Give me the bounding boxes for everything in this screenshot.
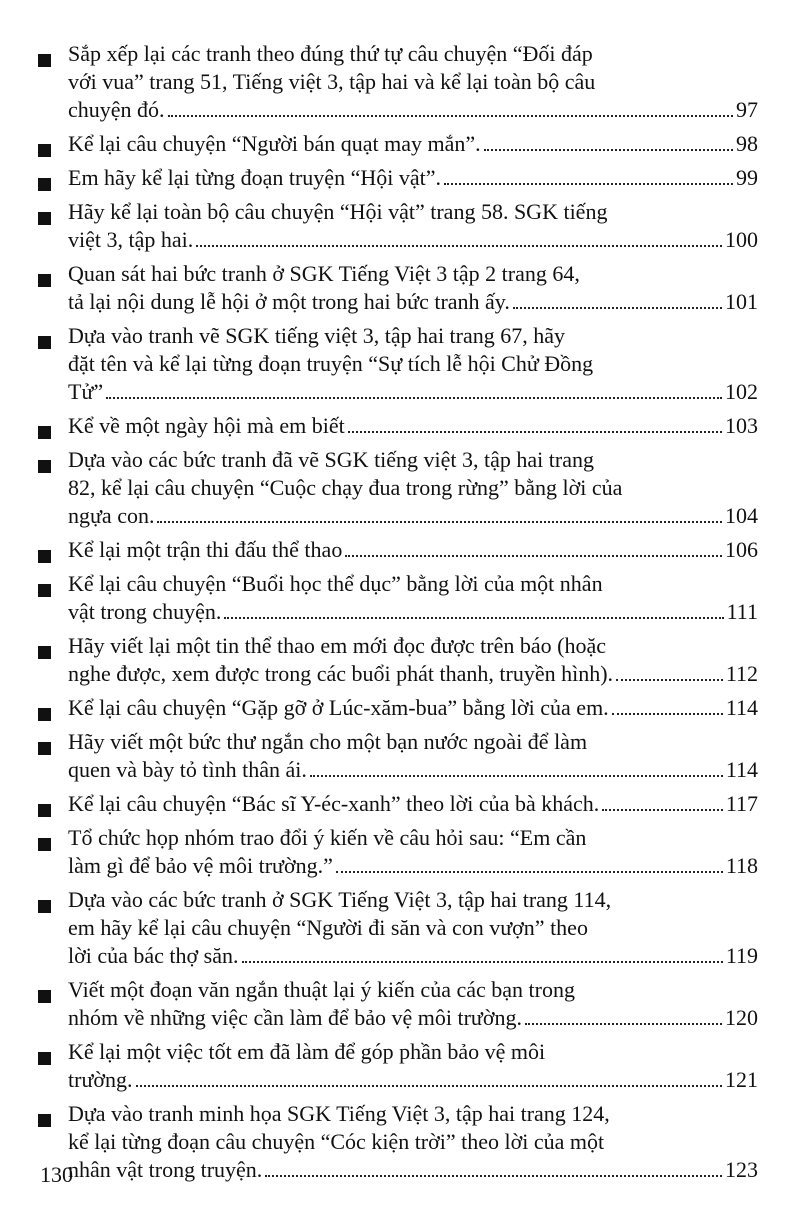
dot-leader: [484, 149, 733, 151]
toc-page-ref: 98: [736, 131, 758, 156]
dot-leader: [265, 1175, 722, 1177]
dot-leader: [525, 1023, 722, 1025]
square-bullet-icon: [38, 274, 51, 287]
toc-entry-line: Kể lại một trận thi đấu thể thao: [68, 537, 343, 562]
toc-entry-line: đặt tên và kể lại từng đoạn truyện “Sự tích lễ hội Chử Đồng: [68, 351, 594, 376]
toc-entry: [34, 130, 758, 158]
dot-leader: [168, 115, 733, 117]
dot-leader: [336, 871, 723, 873]
table-of-contents: [34, 40, 758, 1190]
toc-entry: [34, 790, 758, 818]
toc-entry: [34, 728, 758, 784]
toc-page-ref: 118: [725, 853, 758, 878]
toc-page-ref: 101: [725, 289, 758, 314]
toc-entry: [34, 40, 758, 124]
toc-entry-last-line: [68, 790, 758, 818]
dot-leader: [348, 431, 722, 433]
square-bullet-icon: [38, 212, 51, 225]
toc-entry-line: kể lại từng đoạn câu chuyện “Cóc kiện trời” theo lời của một: [68, 1129, 605, 1154]
toc-entry: [34, 694, 758, 722]
toc-entry-line: tả lại nội dung lễ hội ở một trong hai bức tranh ấy.: [68, 289, 510, 314]
toc-entry-last-line: [68, 1156, 758, 1184]
toc-entry: [34, 632, 758, 688]
toc-entry-line: Kể lại câu chuyện “Người bán quạt may mắn”.: [68, 131, 481, 156]
dot-leader: [612, 713, 723, 715]
toc-entry-line: Kể lại câu chuyện “Buổi học thể dục” bằng lời của một nhân: [68, 571, 603, 596]
toc-entry: [34, 446, 758, 530]
toc-entry-last-line: [68, 942, 758, 970]
toc-page-ref: 119: [725, 943, 758, 968]
square-bullet-icon: [38, 336, 51, 349]
toc-entry-line: Hãy viết một bức thư ngắn cho một bạn nước ngoài để làm: [68, 729, 588, 754]
toc-page-ref: 102: [725, 379, 758, 404]
toc-entry-line: Kể lại một việc tốt em đã làm để góp phần bảo vệ môi: [68, 1039, 546, 1064]
toc-entry-line: Viết một đoạn văn ngắn thuật lại ý kiến của các bạn trong: [68, 977, 575, 1002]
toc-entry-line: Kể về một ngày hội mà em biết: [68, 413, 345, 438]
toc-entry-line: nhân vật trong truyện.: [68, 1157, 263, 1182]
toc-entry: [34, 1038, 758, 1094]
toc-entry-line: Kể lại câu chuyện “Bác sĩ Y-éc-xanh” theo lời của bà khách.: [68, 791, 600, 816]
toc-entry-last-line: [68, 694, 758, 722]
toc-entry: [34, 260, 758, 316]
square-bullet-icon: [38, 646, 51, 659]
dot-leader: [136, 1085, 723, 1087]
toc-page-ref: 103: [725, 413, 758, 438]
toc-entry: [34, 824, 758, 880]
toc-entry: [34, 976, 758, 1032]
dot-leader: [345, 555, 722, 557]
toc-entry-line: Hãy kể lại toàn bộ câu chuyện “Hội vật” trang 58. SGK tiếng: [68, 199, 608, 224]
toc-page-ref: 117: [725, 791, 758, 816]
toc-entry-last-line: [68, 756, 758, 784]
dot-leader: [106, 397, 722, 399]
toc-entry-last-line: [68, 502, 758, 530]
toc-entry-last-line: [68, 1004, 758, 1032]
toc-entry-last-line: [68, 130, 758, 158]
toc-page-ref: 114: [725, 695, 758, 720]
toc-entry-line: làm gì để bảo vệ môi trường.”: [68, 853, 333, 878]
toc-entry-last-line: [68, 1066, 758, 1094]
toc-page-ref: 100: [725, 227, 758, 252]
toc-entry-line: với vua” trang 51, Tiếng việt 3, tập hai và kể lại toàn bộ câu: [68, 69, 596, 94]
toc-page-ref: 121: [725, 1067, 758, 1092]
toc-entry-line: nhóm về những việc cần làm để bảo vệ môi trường.: [68, 1005, 522, 1030]
square-bullet-icon: [38, 838, 51, 851]
square-bullet-icon: [38, 426, 51, 439]
dot-leader: [602, 809, 723, 811]
square-bullet-icon: [38, 144, 51, 157]
toc-entry-line: Tổ chức họp nhóm trao đổi ý kiến về câu hỏi sau: “Em cần: [68, 825, 587, 850]
toc-page-ref: 99: [736, 165, 758, 190]
square-bullet-icon: [38, 742, 51, 755]
toc-page-ref: 106: [725, 537, 758, 562]
toc-page-ref: 104: [725, 503, 758, 528]
square-bullet-icon: [38, 550, 51, 563]
page-number: 130: [40, 1162, 73, 1187]
square-bullet-icon: [38, 584, 51, 597]
toc-page-ref: 120: [725, 1005, 758, 1030]
toc-entry-line: Dựa vào tranh minh họa SGK Tiếng Việt 3, tập hai trang 124,: [68, 1101, 610, 1126]
toc-entry: [34, 1100, 758, 1184]
dot-leader: [157, 521, 722, 523]
toc-entry-last-line: [68, 378, 758, 406]
toc-entry-line: việt 3, tập hai.: [68, 227, 194, 252]
toc-entry-last-line: [68, 598, 758, 626]
toc-entry-line: Dựa vào tranh vẽ SGK tiếng việt 3, tập hai trang 67, hãy: [68, 323, 566, 348]
toc-entry: [34, 886, 758, 970]
dot-leader: [310, 775, 723, 777]
toc-entry-line: Tử”: [68, 379, 104, 404]
toc-entry-line: 82, kể lại câu chuyện “Cuộc chạy đua trong rừng” bằng lời của: [68, 475, 623, 500]
toc-page-ref: 114: [725, 757, 758, 782]
toc-entry-last-line: [68, 536, 758, 564]
toc-page-ref: 112: [725, 661, 758, 686]
toc-entry-line: chuyện đó.: [68, 97, 165, 122]
toc-entry: [34, 570, 758, 626]
toc-entry: [34, 412, 758, 440]
toc-entry-line: Em hãy kể lại từng đoạn truyện “Hội vật”.: [68, 165, 441, 190]
toc-entry-line: trường.: [68, 1067, 133, 1092]
square-bullet-icon: [38, 1052, 51, 1065]
toc-entry: [34, 322, 758, 406]
toc-entry: [34, 164, 758, 192]
square-bullet-icon: [38, 1114, 51, 1127]
square-bullet-icon: [38, 54, 51, 67]
dot-leader: [224, 617, 723, 619]
square-bullet-icon: [38, 708, 51, 721]
toc-entry-line: lời của bác thợ săn.: [68, 943, 239, 968]
toc-entry-last-line: [68, 96, 758, 124]
square-bullet-icon: [38, 460, 51, 473]
square-bullet-icon: [38, 804, 51, 817]
toc-entry: [34, 536, 758, 564]
toc-entry-line: Hãy viết lại một tin thể thao em mới đọc được trên báo (hoặc: [68, 633, 606, 658]
toc-entry-line: em hãy kể lại câu chuyện “Người đi săn và con vượn” theo: [68, 915, 588, 940]
dot-leader: [616, 679, 723, 681]
toc-entry-last-line: [68, 852, 758, 880]
toc-page-ref: 97: [736, 97, 758, 122]
dot-leader: [242, 961, 723, 963]
toc-entry-line: ngựa con.: [68, 503, 155, 528]
toc-entry-last-line: [68, 226, 758, 254]
toc-entry-line: vật trong chuyện.: [68, 599, 222, 624]
toc-page-ref: 111: [726, 599, 758, 624]
toc-entry-line: nghe được, xem được trong các buổi phát thanh, truyền hình).: [68, 661, 614, 686]
toc-entry-line: Dựa vào các bức tranh ở SGK Tiếng Việt 3, tập hai trang 114,: [68, 887, 612, 912]
toc-entry-last-line: [68, 288, 758, 316]
dot-leader: [513, 307, 722, 309]
toc-entry-line: Quan sát hai bức tranh ở SGK Tiếng Việt 3 tập 2 trang 64,: [68, 261, 580, 286]
toc-entry-last-line: [68, 412, 758, 440]
toc-entry-line: Sắp xếp lại các tranh theo đúng thứ tự câu chuyện “Đối đáp: [68, 41, 593, 66]
toc-entry-last-line: [68, 660, 758, 688]
square-bullet-icon: [38, 178, 51, 191]
square-bullet-icon: [38, 900, 51, 913]
dot-leader: [196, 245, 722, 247]
toc-entry: [34, 198, 758, 254]
toc-page-ref: 123: [725, 1157, 758, 1182]
square-bullet-icon: [38, 990, 51, 1003]
toc-entry-line: Kể lại câu chuyện “Gặp gỡ ở Lúc-xăm-bua” bằng lời của em.: [68, 695, 609, 720]
toc-entry-line: Dựa vào các bức tranh đã vẽ SGK tiếng việt 3, tập hai trang: [68, 447, 595, 472]
dot-leader: [444, 183, 733, 185]
toc-entry-last-line: [68, 164, 758, 192]
toc-entry-line: quen và bày tỏ tình thân ái.: [68, 757, 307, 782]
